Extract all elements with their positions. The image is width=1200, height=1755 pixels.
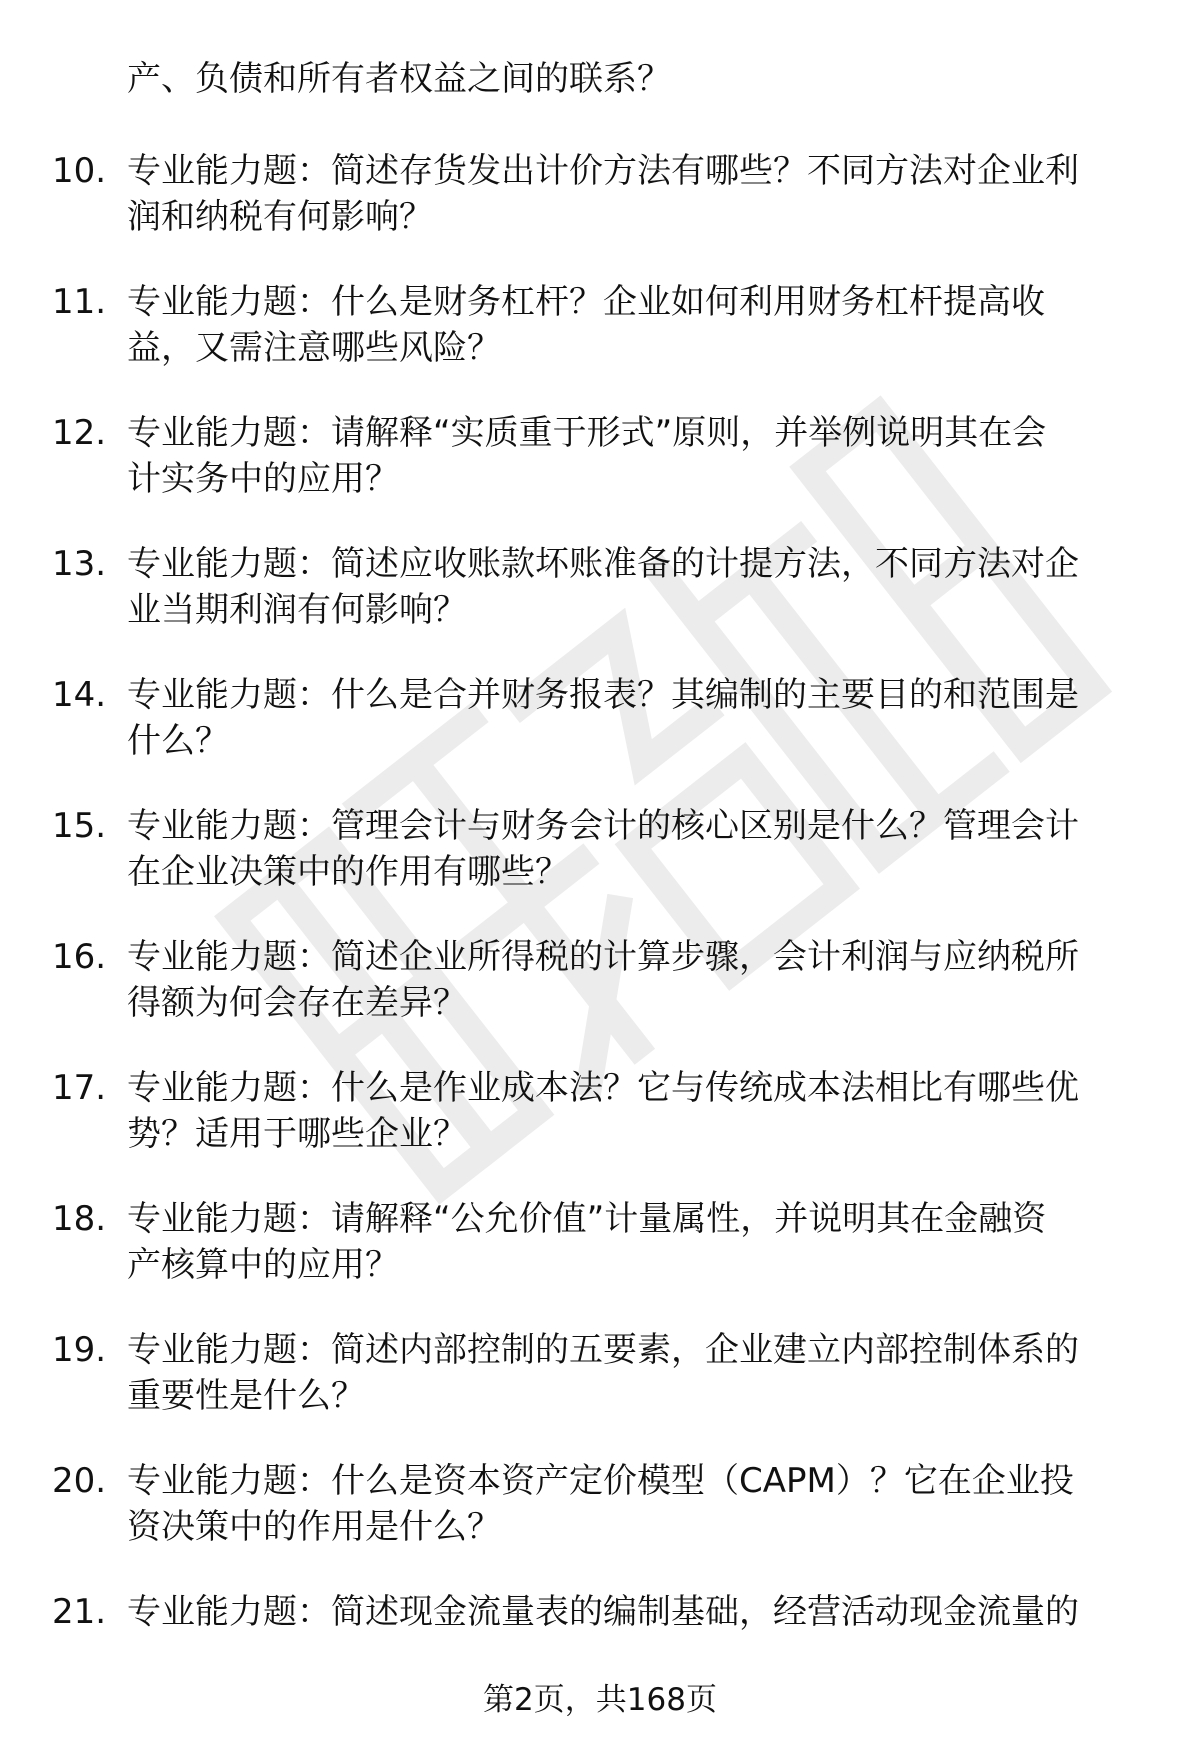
page-footer: 第2页，共168页 [483,1682,717,1718]
question-line: 专业能力题：简述现金流量表的编制基础，经营活动现金流量的 [127,1592,1079,1632]
question-line: 专业能力题：简述内部控制的五要素，企业建立内部控制体系的 [127,1330,1079,1370]
question-number: 19. [52,1330,107,1370]
list-item [0,148,1200,279]
list-item [0,410,1200,541]
question-text [127,410,1140,502]
list-item [0,934,1200,1065]
question-line: 专业能力题：简述企业所得税的计算步骤，会计利润与应纳税所 [127,937,1079,977]
question-list [0,148,1200,1720]
question-text [127,803,1140,895]
question-line: 专业能力题：什么是合并财务报表？其编制的主要目的和范围是 [127,675,1079,715]
question-number: 18. [52,1199,107,1239]
question-line: 专业能力题：什么是资本资产定价模型（CAPM）？它在企业投 [127,1461,1074,1501]
question-line: 专业能力题：请解释“实质重于形式”原则，并举例说明其在会 [127,413,1047,453]
question-text [127,1589,1140,1635]
question-line: 在企业决策中的作用有哪些？ [127,852,569,892]
question-number: 20. [52,1461,107,1501]
question-text [127,1458,1140,1550]
question-number: 12. [52,413,107,453]
question-line: 产核算中的应用？ [127,1245,399,1285]
question-number: 21. [52,1592,107,1632]
question-line: 计实务中的应用？ [127,459,399,499]
question-text [127,148,1140,240]
question-text [127,1327,1140,1419]
list-item [0,1196,1200,1327]
question-line: 专业能力题：什么是财务杠杆？企业如何利用财务杠杆提高收 [127,282,1045,322]
question-number: 15. [52,806,107,846]
question-text [127,1196,1140,1288]
question-number: 17. [52,1068,107,1108]
question-line: 什么？ [127,721,229,761]
question-number: 14. [52,675,107,715]
question-number: 13. [52,544,107,584]
question-line: 专业能力题：简述应收账款坏账准备的计提方法，不同方法对企 [127,544,1079,584]
question-text [127,279,1140,371]
list-item [0,279,1200,410]
question-line: 资决策中的作用是什么？ [127,1507,501,1547]
question-line: 专业能力题：管理会计与财务会计的核心区别是什么？管理会计 [127,806,1079,846]
carryover-line: 产、负债和所有者权益之间的联系？ [127,59,671,99]
list-item [0,803,1200,934]
list-item [0,672,1200,803]
question-number: 10. [52,151,107,191]
list-item [0,541,1200,672]
question-text [127,934,1140,1026]
question-number: 11. [52,282,107,322]
question-line: 专业能力题：什么是作业成本法？它与传统成本法相比有哪些优 [127,1068,1079,1108]
question-text [127,541,1140,633]
question-line: 得额为何会存在差异？ [127,983,467,1023]
list-item [0,1458,1200,1589]
question-line: 益，又需注意哪些风险？ [127,328,501,368]
list-item [0,1065,1200,1196]
question-line: 势？适用于哪些企业？ [127,1114,467,1154]
question-line: 专业能力题：简述存货发出计价方法有哪些？不同方法对企业利 [127,151,1079,191]
question-line: 重要性是什么？ [127,1376,365,1416]
list-item [0,1327,1200,1458]
question-line: 业当期利润有何影响？ [127,590,467,630]
question-line: 专业能力题：请解释“公允价值”计量属性，并说明其在金融资 [127,1199,1047,1239]
question-line: 润和纳税有何影响？ [127,197,433,237]
question-text [127,1065,1140,1157]
question-text [127,672,1140,764]
question-number: 16. [52,937,107,977]
